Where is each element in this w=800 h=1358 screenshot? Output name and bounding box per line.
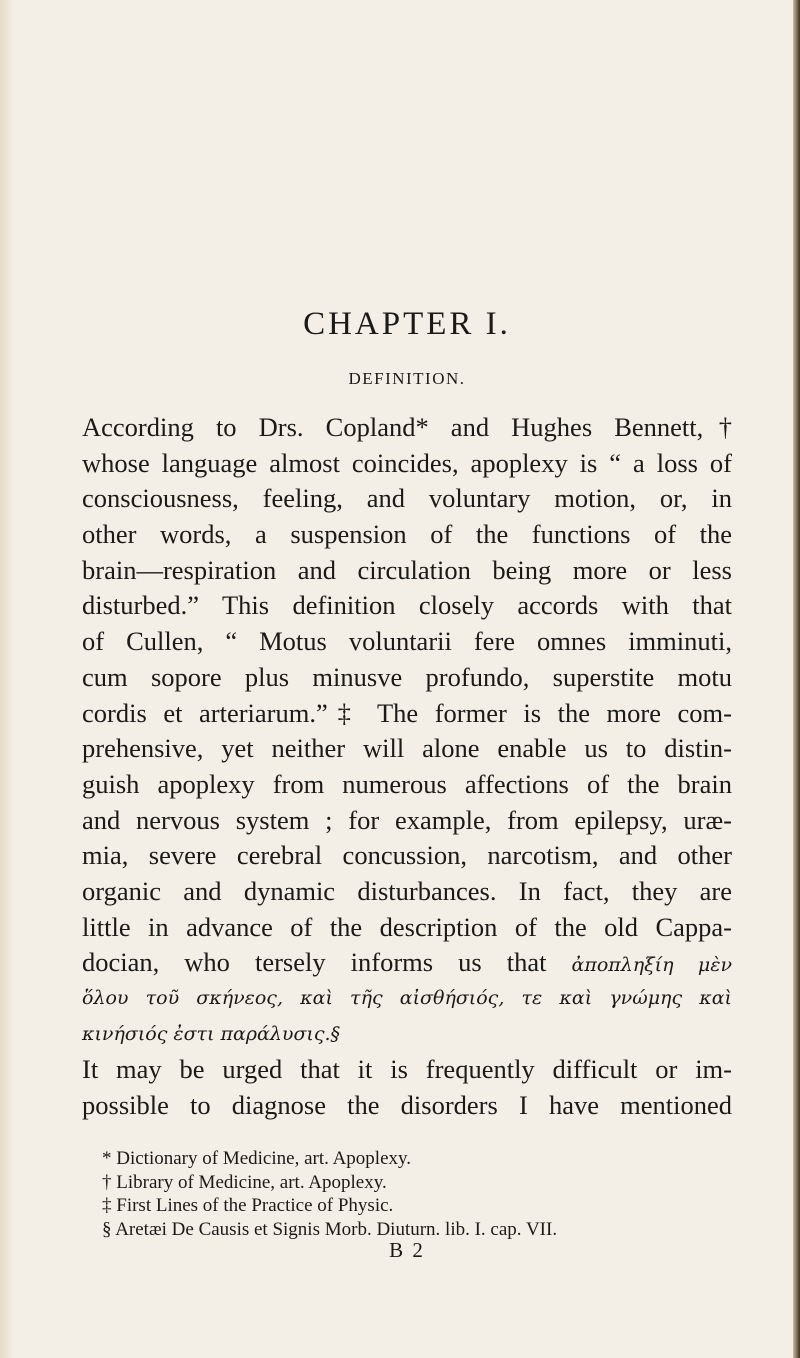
body-line: prehensive, yet neither will alone enable us to distin- [82, 733, 732, 764]
footnote: † Library of Medicine, art. Apoplexy. [102, 1171, 387, 1193]
page-edge-right [793, 0, 800, 1358]
body-line: other words, a suspension of the functions of the [82, 519, 732, 550]
body-line: organic and dynamic disturbances. In fact, they are [82, 875, 732, 906]
page-edge-left [0, 0, 14, 1358]
footnotes [82, 1147, 732, 1241]
greek-quote-line: ὅλου τοῦ σκήνεος, καὶ τῆς αἰσθήσιός, τε καὶ γνώμης καὶ [82, 987, 732, 1009]
body-line-text: docian, who tersely informs us that [82, 947, 547, 978]
greek-quote-start: ἀποπληξίη μὲν [571, 954, 733, 977]
chapter-title: CHAPTER I. [303, 306, 511, 342]
body-line: brain—respiration and circulation being more or less [82, 554, 732, 585]
body-line: It may be urged that it is frequently difficult or im- [82, 1054, 732, 1085]
body-line: cum sopore plus minusve profundo, superstite motu [82, 661, 732, 692]
footnote: * Dictionary of Medicine, art. Apoplexy. [102, 1148, 412, 1169]
body-line: disturbed.” This definition closely accords with that [82, 590, 732, 621]
body-line: consciousness, feeling, and voluntary motion, or, in [82, 483, 732, 514]
body-line: and nervous system ; for example, from epilepsy, uræ- [82, 804, 732, 835]
body-line: cordis et arteriarum.”‡ The former is the more com- [82, 697, 732, 728]
footnote: ‡ First Lines of the Practice of Physic. [102, 1195, 394, 1216]
footnote: § Aretæi De Causis et Signis Morb. Diuturn. lib. I. cap. VII. [102, 1218, 558, 1240]
body-line: little in advance of the description of the old Cappa- [82, 911, 732, 942]
page-number: B 2 [389, 1238, 425, 1262]
body-line: mia, severe cerebral concussion, narcotism, and other [82, 840, 732, 871]
body-line: According to Drs. Copland* and Hughes Bennett,† [82, 412, 732, 442]
body-line-with-greek [82, 945, 732, 981]
greek-quote-line: κινήσιός ἐστι παράλυσις.§ [82, 1022, 341, 1045]
body-line: whose language almost coincides, apoplexy is “ a loss of [82, 447, 732, 478]
body-line: guish apoplexy from numerous affections of the brain [82, 768, 732, 799]
body-line: of Cullen, “ Motus voluntarii fere omnes imminuti, [82, 626, 732, 657]
section-heading: DEFINITION. [348, 369, 466, 388]
body-line: possible to diagnose the disorders I have mentioned [82, 1090, 732, 1121]
body-text [82, 410, 732, 1124]
